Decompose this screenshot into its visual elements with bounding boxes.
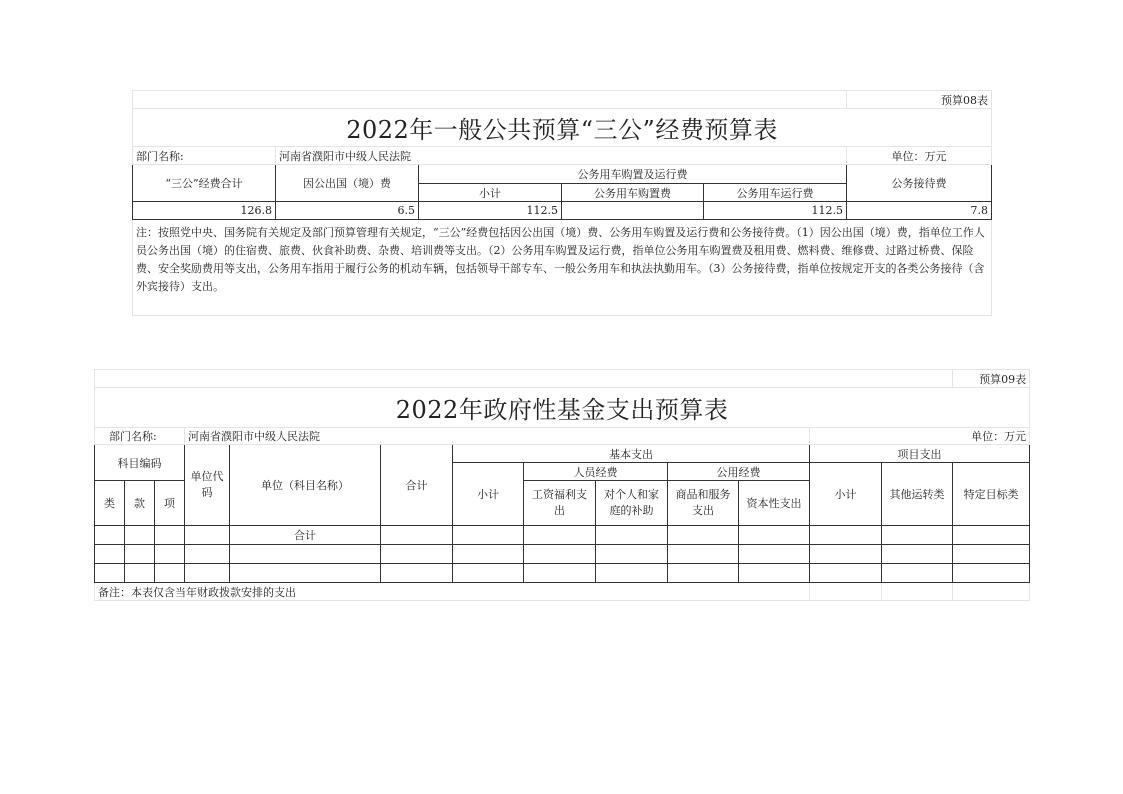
header-item: 项	[155, 481, 185, 526]
header-vehicle-operation: 公务用车运行费	[704, 184, 847, 202]
value-vehicle-purchase	[562, 202, 704, 220]
header-section: 款	[125, 481, 155, 526]
header-public-expenses: 公用经费	[668, 463, 810, 481]
header-wages-benefits: 工资福利支出	[524, 481, 596, 526]
sum-row-label: 合计	[230, 526, 381, 545]
header-capital-expenditure: 资本性支出	[739, 481, 810, 526]
header-total: 合计	[381, 445, 453, 526]
unit-label: 单位：万元	[847, 147, 992, 165]
table-title: 2022年一般公共预算“三公”经费预算表	[133, 109, 992, 147]
header-unit-name: 单位（科目名称）	[230, 445, 381, 526]
government-fund-budget-table	[94, 369, 1030, 601]
header-individual-subsidies: 对个人和家庭的补助	[596, 481, 668, 526]
header-special-target: 特定目标类	[953, 463, 1030, 526]
header-reception-fee: 公务接待费	[847, 165, 992, 202]
department-value: 河南省濮阳市中级人民法院	[276, 147, 847, 165]
header-vehicle-purchase: 公务用车购置费	[562, 184, 704, 202]
table-code-label: 预算09表	[953, 370, 1030, 388]
table-row	[95, 564, 1030, 583]
header-project-subtotal: 小计	[810, 463, 882, 526]
header-basic-subtotal: 小计	[453, 463, 524, 526]
header-personnel-expenses: 人员经费	[524, 463, 668, 481]
value-vehicle-operation: 112.5	[704, 202, 847, 220]
table-note: 注：按照党中央、国务院有关规定及部门预算管理有关规定，“三公”经费包括因公出国（境）费、公务用车购置及运行费和公务接待费。（1）因公出国（境）费，指单位工作人员公务出国（境）的住宿费、旅费、伙食补助费、杂费、培训费等支出。（2）公务用车购置及运行费，指单位公务用车购置费及租用费、燃料费、维修费、过路过桥费、保险费、安全奖励费用等支出，公务用车指用于履行公务的机动车辆，包括领导干部专车、一般公务用车和执法执勤用车。（3）公务接待费，指单位按规定开支的各类公务接待（含外宾接待）支出。	[133, 220, 992, 316]
unit-label: 单位：万元	[810, 428, 1030, 445]
value-abroad-fee: 6.5	[276, 202, 419, 220]
department-label: 部门名称:	[133, 147, 276, 165]
table-title: 2022年政府性基金支出预算表	[95, 388, 1030, 428]
header-other-transfer: 其他运转类	[882, 463, 953, 526]
header-basic-expenditure: 基本支出	[453, 445, 810, 463]
value-three-public-total: 126.8	[133, 202, 276, 220]
header-vehicle-fee: 公务用车购置及运行费	[419, 165, 847, 184]
department-value: 河南省濮阳市中级人民法院	[185, 428, 810, 445]
header-goods-services: 商品和服务支出	[668, 481, 739, 526]
header-three-public-total: “三公”经费合计	[133, 165, 276, 202]
header-category: 类	[95, 481, 125, 526]
header-unit-code: 单位代码	[185, 445, 230, 526]
table-code-label: 预算08表	[847, 91, 992, 109]
value-reception-fee: 7.8	[847, 202, 992, 220]
header-vehicle-subtotal: 小计	[419, 184, 562, 202]
table-row	[95, 545, 1030, 564]
department-label: 部门名称:	[95, 428, 185, 445]
header-abroad-fee: 因公出国（境）费	[276, 165, 419, 202]
table-row	[133, 202, 992, 220]
header-subject-code: 科目编码	[95, 445, 185, 481]
three-public-budget-table	[132, 90, 992, 316]
table-row	[95, 526, 1030, 545]
value-vehicle-subtotal: 112.5	[419, 202, 562, 220]
table-remark: 备注：本表仅含当年财政拨款安排的支出	[95, 583, 810, 601]
header-project-expenditure: 项目支出	[810, 445, 1030, 463]
